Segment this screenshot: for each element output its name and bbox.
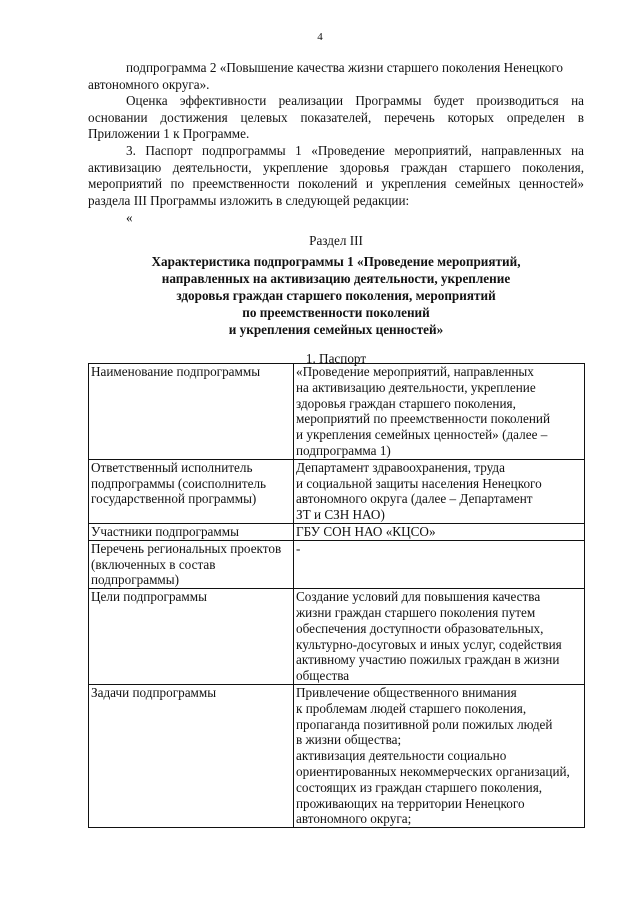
value-line: жизни граждан старшего поколения путем: [296, 604, 536, 620]
passport-title: 1. Паспорт: [305, 350, 367, 366]
row-value: [294, 684, 585, 827]
paragraph-subprogram-2: [88, 60, 584, 93]
value-line: активному участию пожилых граждан в жизни: [296, 652, 560, 668]
value-line: активизация деятельности социально: [296, 748, 507, 764]
heading-line: и укрепления семейных ценностей»: [228, 321, 444, 337]
table-row: [89, 589, 585, 685]
text-line: подпрограмма 2 «Повышение качества жизни старшего поколения Ненецкого: [126, 60, 564, 75]
value-line: пропаганда позитивной роли пожилых людей: [296, 716, 553, 732]
heading-line: направленных на активизацию деятельности, укрепление: [161, 270, 511, 286]
label-line: (включенных в состав: [91, 556, 216, 572]
value-line: ЗТ и СЗН НАО): [296, 507, 385, 523]
heading-line: по преемственности поколений: [242, 304, 430, 320]
table-row: [89, 540, 585, 588]
table-row: [89, 523, 585, 540]
value-line: автономного округа (далее – Департамент: [296, 491, 533, 507]
row-label: [89, 540, 294, 588]
value-line: на активизацию деятельности, укрепление: [296, 379, 536, 395]
value-line: мероприятий по преемственности поколений: [296, 411, 551, 427]
page-number: 4: [317, 31, 323, 43]
label-line: государственной программы): [91, 491, 257, 507]
section-title: Раздел III: [309, 232, 363, 248]
heading-line: здоровья граждан старшего поколения, мероприятий: [176, 287, 496, 303]
row-label: [89, 364, 294, 460]
value-line: состоящих из граждан старшего поколения,: [296, 779, 543, 795]
label-line: Задачи подпрограммы: [91, 684, 217, 700]
section-heading: [88, 253, 584, 338]
label-line: Перечень региональных проектов: [91, 540, 282, 556]
value-line: Создание условий для повышения качества: [296, 589, 541, 605]
label-line: подпрограммы): [91, 572, 180, 588]
table-row: [89, 684, 585, 827]
value-line: здоровья граждан старшего поколения,: [296, 395, 516, 411]
value-line: культурно-досуговых и иных услуг, содействия: [296, 636, 562, 652]
value-line: подпрограмма 1): [296, 442, 391, 458]
value-line: Департамент здравоохранения, труда: [296, 459, 505, 475]
label-line: Наименование подпрограммы: [91, 364, 261, 379]
value-line: Привлечение общественного внимания: [296, 684, 517, 700]
row-label: [89, 589, 294, 685]
row-value: [294, 589, 585, 685]
value-line: проживающих на территории Ненецкого: [296, 795, 525, 811]
value-line: обеспечения доступности образовательных,: [296, 620, 544, 636]
row-label: [89, 523, 294, 540]
value-line: к проблемам людей старшего поколения,: [296, 700, 527, 716]
value-line: ГБУ СОН НАО «КЦСО»: [296, 523, 436, 539]
table-row: [89, 459, 585, 523]
value-line: «Проведение мероприятий, направленных: [296, 364, 534, 379]
value-line: и социальной защиты населения Ненецкого: [296, 475, 542, 491]
paragraph-evaluation: Оценка эффективности реализации Программы будет производиться на основании достижения целевых показателей, перечень которых определен в Приложении 1 к Программе.: [88, 93, 584, 142]
label-line: подпрограммы (соисполнитель: [91, 475, 267, 491]
label-line: Участники подпрограммы: [91, 523, 239, 539]
row-value: [294, 459, 585, 523]
value-line: общества: [296, 668, 350, 684]
value-line: и укрепления семейных ценностей» (далее –: [296, 427, 548, 443]
row-label: [89, 684, 294, 827]
passport-table: [88, 363, 585, 828]
text-line: автономного округа».: [88, 76, 210, 92]
label-line: Цели подпрограммы: [91, 589, 207, 605]
row-value: [294, 523, 585, 540]
row-value: [294, 540, 585, 588]
value-line: в жизни общества;: [296, 732, 402, 748]
row-label: [89, 459, 294, 523]
paragraph-passport-change: 3. Паспорт подпрограммы 1 «Проведение мероприятий, направленных на активизацию деятельности, укрепление здоровья граждан старшего поколения, мероприятий по преемственности поколений и укрепления семейных ценностей» раздела III Программы изложить в следующей редакции:: [88, 142, 584, 208]
document-body: [88, 60, 584, 367]
label-line: Ответственный исполнитель: [91, 459, 253, 475]
value-line: -: [296, 540, 301, 556]
table-row: [89, 364, 585, 460]
row-value: [294, 364, 585, 460]
value-line: ориентированных некоммерческих организаций,: [296, 763, 570, 779]
value-line: автономного округа;: [296, 811, 412, 827]
heading-line: Характеристика подпрограммы 1 «Проведение мероприятий,: [151, 253, 521, 269]
opening-quote: «: [126, 210, 133, 226]
